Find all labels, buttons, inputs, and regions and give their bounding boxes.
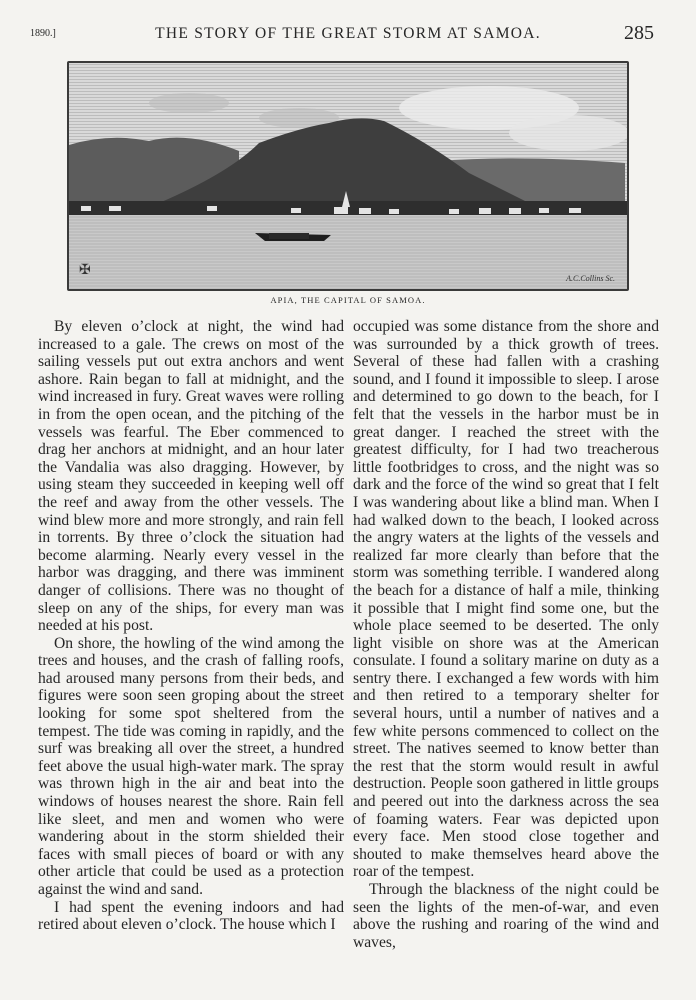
paragraph: On shore, the howling of the wind among the trees and houses, and the crash of falling roofs, had aroused many persons from their beds, and figures were soon seen groping about the street looking for some spot sheltered from the tempest. The tide was coming in rapidly, and the surf was breaking all over the street, a hundred feet above the usual high-water mark. The spray was thrown high in the air and beat into the windows of houses nearest the shore. Rain fell like sleet, and men and women who were wandering about in the storm shielded their faces with small pieces of board or with any other article that could be used as a protection against the wind and sand.	[38, 634, 344, 898]
apia-engraving	[67, 61, 629, 291]
paragraph: I had spent the evening indoors and had retired about eleven o’clock. The house which I	[38, 898, 344, 934]
running-header	[0, 22, 696, 46]
page-number: 285	[624, 22, 654, 44]
monogram-icon: ✠	[79, 263, 91, 278]
engraver-signature: A.C.Collins Sc.	[566, 274, 615, 283]
paragraph: Through the blackness of the night could be seen the lights of the men-of-war, and even above the rushing and roaring of the wind and waves,	[353, 881, 659, 951]
running-title: THE STORY OF THE GREAT STORM AT SAMOA.	[155, 25, 541, 42]
paragraph: By eleven o’clock at night, the wind had increased to a gale. The crews on most of the sailing vessels put out extra anchors and went ashore. Rain began to fall at midnight, and the wind increased in fury. Great waves were rolling in from the open ocean, and the pitching of the vessels was fearful. The Eber commenced to drag her anchors at midnight, and an hour later the Vandalia was also dragging. However, by using steam they succeeded in keeping well off the reef and away from the other vessels. The wind blew more and more strongly, and rain fell in torrents. By three o’clock the situation had become alarming. Nearly every vessel in the harbor was dragging, and there was imminent danger of collisions. There was no thought of sleep on any of the ships, for every man was needed at his post.	[38, 318, 344, 635]
right-column	[353, 318, 659, 951]
paragraph-continued: occupied was some distance from the shore and was surrounded by a thick growth of trees. Several of these had fallen with a crashing sound, and I found it impossible to sleep. I arose and determined to go down to the beach, for I felt that the vessels in the harbor must be in great danger. I reached the street with the greatest difficulty, for I had two treacherous little footbridges to cross, and the night was so dark and the force of the wind so great that I felt I was wandering about like a blind man. When I had walked down to the beach, I looked across the angry waters at the lights of the vessels and realized far more clearly than before that the storm was something terrible. I wandered along the beach for a distance of half a mile, thinking it possible that I might find some one, but the whole place seemed to be deserted. The only light visible on shore was at the American consulate. I found a solitary marine on duty as a sentry there. I exchanged a few words with him and then retired to a temporary shelter for several hours, until a number of natives and a few white persons commenced to collect on the street. The natives seemed to know better than the rest that the storm would result in awful destruction. People soon gathered in little groups and peered out into the darkness across the sea of foaming waters. Fear was depicted upon every face. Men stood close together and shouted to make themselves heard above the roar of the tempest.	[353, 318, 659, 881]
header-year: 1890.]	[30, 28, 56, 39]
figure-caption: APIA, THE CAPITAL OF SAMOA.	[270, 295, 426, 305]
left-column	[38, 318, 344, 934]
engraving-illustration	[69, 63, 627, 289]
